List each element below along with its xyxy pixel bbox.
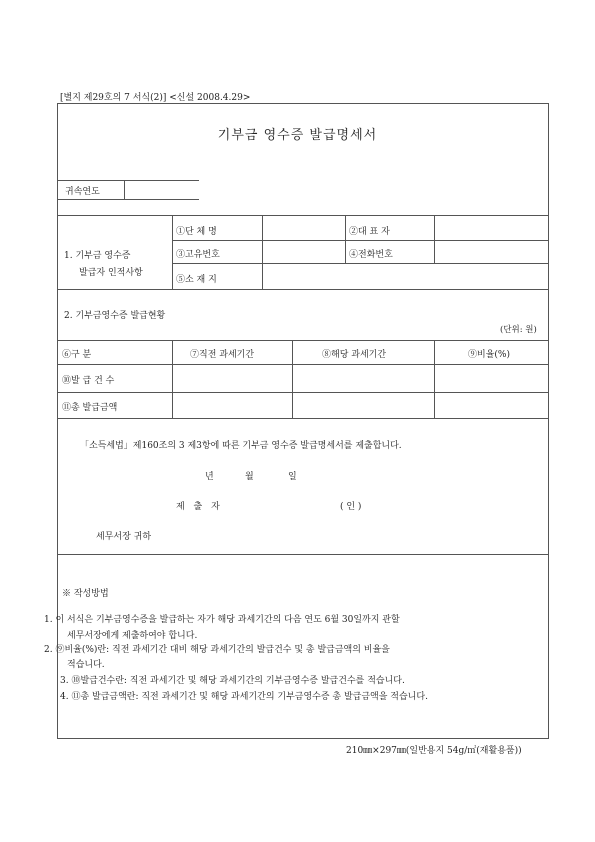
year-label: 년 — [205, 472, 214, 482]
paper-spec-footer: 210㎜×297㎜(일반용지 54g/㎡(재활용품)) — [346, 746, 522, 756]
submitter-field[interactable] — [232, 495, 332, 513]
representative-label: ②대 표 자 — [349, 227, 390, 237]
section2-label: 2. 기부금영수증 발급현황 — [64, 311, 166, 321]
month-label: 월 — [245, 472, 254, 482]
issue-count-ratio-field[interactable] — [435, 365, 548, 391]
instruction-2b: 적습니다. — [67, 660, 105, 670]
col-previous-period: ⑦직전 과세기간 — [190, 350, 255, 360]
section1-label-line1: 1. 기부금 영수증 — [64, 251, 131, 261]
org-name-field[interactable] — [263, 216, 344, 239]
total-amount-ratio-field[interactable] — [435, 393, 548, 417]
unit-label: (단위: 원) — [500, 325, 537, 335]
phone-field[interactable] — [435, 241, 548, 262]
col-ratio: ⑨비율(%) — [468, 350, 510, 360]
row-issue-count: ⑩발 급 건 수 — [62, 376, 115, 386]
instructions-heading: ※ 작성방법 — [62, 589, 109, 599]
representative-field[interactable] — [435, 216, 548, 239]
attribution-year-label: 귀속연도 — [65, 187, 100, 197]
instruction-4: 4. ⑪총 발급금액란: 직전 과세기간 및 해당 과세기간의 기부금영수증 총 발급금액을 적습니다. — [60, 692, 428, 702]
instruction-1a: 1. 이 서식은 기부금영수증을 발급하는 자가 해당 과세기간의 다음 연도 6월 30일까지 관할 — [44, 615, 400, 625]
phone-label: ④전화번호 — [349, 250, 393, 260]
address-label: ⑤소 재 지 — [176, 275, 217, 285]
address-field[interactable] — [263, 264, 548, 288]
submitter-label: 제 출 자 — [176, 502, 223, 512]
instruction-1b: 세무서장에게 제출하여야 합니다. — [67, 631, 198, 641]
id-number-field[interactable] — [263, 241, 344, 262]
org-name-label: ①단 체 명 — [176, 227, 217, 237]
form-number-note: [별지 제29호의 7 서식(2)] <신설 2008.4.29> — [60, 93, 251, 103]
id-number-label: ③고유번호 — [176, 250, 220, 260]
instruction-2a: 2. ⑨비율(%)란: 직전 과세기간 대비 해당 과세기간의 발급건수 및 총 발급금액의 비율을 — [44, 645, 390, 655]
total-amount-current-field[interactable] — [293, 393, 433, 417]
col-current-period: ⑧해당 과세기간 — [322, 350, 387, 360]
total-amount-previous-field[interactable] — [173, 393, 291, 417]
attribution-year-field[interactable] — [125, 181, 198, 198]
section1-label-line2: 발급자 인적사항 — [79, 268, 143, 278]
col-category: ⑥구 분 — [62, 350, 92, 360]
declaration-text: 「소득세법」제160조의 3 제3항에 따른 기부금 영수증 발급명세서를 제출합니다. — [80, 441, 402, 451]
issue-count-current-field[interactable] — [293, 365, 433, 391]
issue-count-previous-field[interactable] — [173, 365, 291, 391]
row-total-amount: ⑪총 발급금액 — [62, 403, 118, 413]
instruction-3: 3. ⑩발급건수란: 직전 과세기간 및 해당 과세기간의 기부금영수증 발급건수를 적습니다. — [60, 676, 405, 686]
recipient-label: 세무서장 귀하 — [96, 532, 152, 542]
day-label: 일 — [288, 472, 297, 482]
seal-label: ( 인 ) — [340, 502, 362, 512]
form-title: 기부금 영수증 발급명세서 — [217, 128, 378, 143]
